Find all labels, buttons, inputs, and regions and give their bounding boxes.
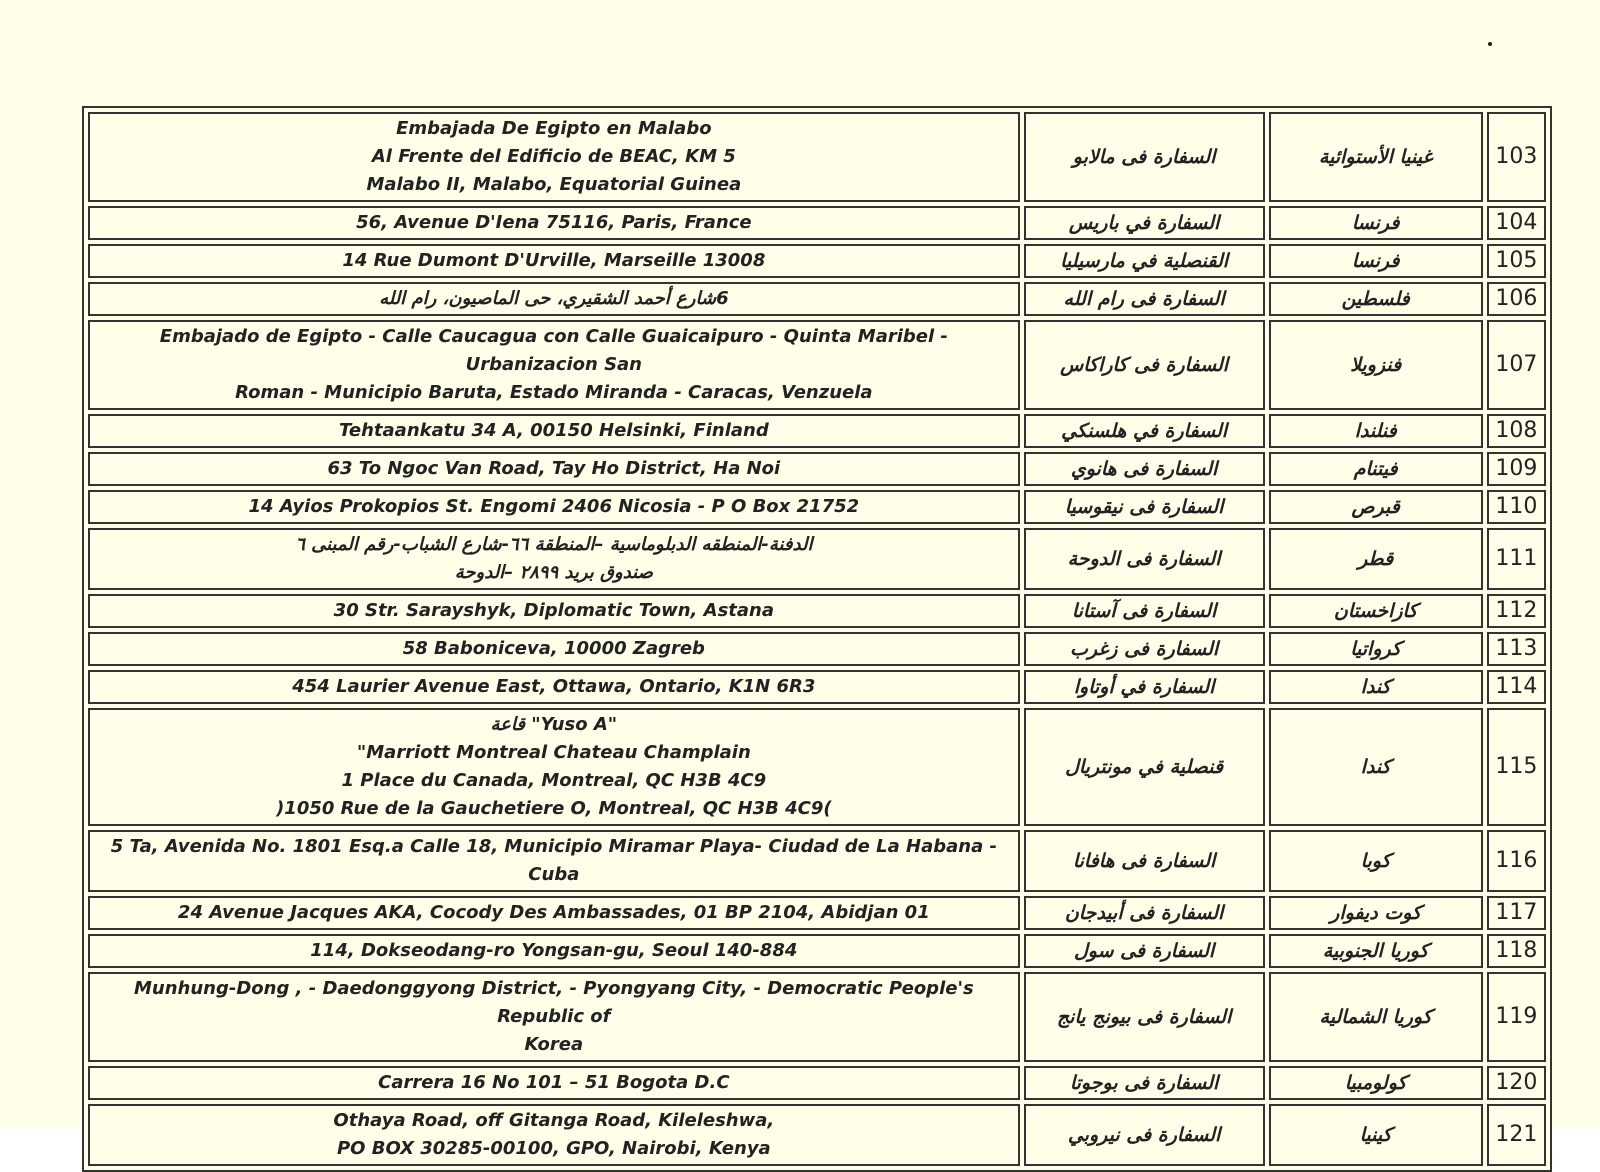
- address-line: Munhung-Dong , - Daedonggyong District, - Pyongyang City, - Democratic People's Republic of: [133, 978, 974, 1027]
- address-cell: [88, 244, 1020, 278]
- page-dot-top: [1488, 42, 1492, 46]
- mission-cell: السفارة في أوتاوا: [1024, 670, 1265, 704]
- address-line: )1050 Rue de la Gauchetiere O, Montreal, QC H3B 4C9(: [276, 798, 832, 819]
- table-row: [88, 896, 1546, 930]
- table-row: [88, 632, 1546, 666]
- country-cell: كندا: [1269, 670, 1483, 704]
- address-cell: [88, 972, 1020, 1062]
- address-cell: [88, 490, 1020, 524]
- row-number-cell: 113: [1487, 632, 1546, 666]
- address-cell: [88, 1066, 1020, 1100]
- address-line: Roman - Municipio Baruta, Estado Miranda - Caracas, Venzuela: [235, 382, 873, 403]
- address-line: Carrera 16 No 101 – 51 Bogota D.C: [378, 1072, 730, 1093]
- country-cell: فنزويلا: [1269, 320, 1483, 410]
- address-cell: [88, 896, 1020, 930]
- row-number-cell: 108: [1487, 414, 1546, 448]
- address-cell: [88, 206, 1020, 240]
- row-number-cell: 119: [1487, 972, 1546, 1062]
- country-cell: فرنسا: [1269, 244, 1483, 278]
- address-line: Embajado de Egipto - Calle Caucagua con Calle Guaicaipuro - Quinta Maribel - Urbanizacion San: [159, 326, 948, 375]
- embassy-table: [82, 106, 1552, 1172]
- row-number-cell: 114: [1487, 670, 1546, 704]
- mission-cell: السفارة فى آستانا: [1024, 594, 1265, 628]
- table-row: [88, 244, 1546, 278]
- mission-cell: القنصلية في مارسيليا: [1024, 244, 1265, 278]
- mission-cell: السفارة فى هانوي: [1024, 452, 1265, 486]
- address-cell: [88, 594, 1020, 628]
- address-line: "Marriott Montreal Chateau Champlain: [356, 742, 751, 763]
- address-cell: [88, 670, 1020, 704]
- mission-cell: السفارة فى كاراكاس: [1024, 320, 1265, 410]
- country-cell: فنلندا: [1269, 414, 1483, 448]
- mission-cell: السفارة فى أبيدجان: [1024, 896, 1265, 930]
- address-line: PO BOX 30285-00100, GPO, Nairobi, Kenya: [336, 1138, 771, 1159]
- country-cell: فلسطين: [1269, 282, 1483, 316]
- row-number-cell: 104: [1487, 206, 1546, 240]
- row-number-cell: 120: [1487, 1066, 1546, 1100]
- mission-cell: السفارة فى مالابو: [1024, 112, 1265, 202]
- address-line: 14 Ayios Prokopios St. Engomi 2406 Nicosia - P O Box 21752: [248, 496, 860, 517]
- mission-cell: السفارة فى بوجوتا: [1024, 1066, 1265, 1100]
- country-cell: قبرص: [1269, 490, 1483, 524]
- table-row: [88, 830, 1546, 892]
- mission-cell: السفارة فى بيونج يانج: [1024, 972, 1265, 1062]
- embassy-table-body: [88, 112, 1546, 1166]
- row-number-cell: 110: [1487, 490, 1546, 524]
- mission-cell: السفارة فى سول: [1024, 934, 1265, 968]
- table-row: [88, 206, 1546, 240]
- table-row: [88, 112, 1546, 202]
- table-row: [88, 594, 1546, 628]
- table-row: [88, 320, 1546, 410]
- country-cell: غينيا الأستوائية: [1269, 112, 1483, 202]
- country-cell: كوريا الجنوبية: [1269, 934, 1483, 968]
- address-cell: [88, 708, 1020, 826]
- table-row: [88, 972, 1546, 1062]
- country-cell: كوت ديفوار: [1269, 896, 1483, 930]
- table-row: [88, 1104, 1546, 1166]
- country-cell: كندا: [1269, 708, 1483, 826]
- row-number-cell: 118: [1487, 934, 1546, 968]
- address-cell: [88, 414, 1020, 448]
- address-line: 56, Avenue D'Iena 75116, Paris, France: [356, 212, 752, 233]
- mission-cell: السفارة فى الدوحة: [1024, 528, 1265, 590]
- mission-cell: السفارة فى هافانا: [1024, 830, 1265, 892]
- mission-cell: السفارة فى زغرب: [1024, 632, 1265, 666]
- address-line: Tehtaankatu 34 A, 00150 Helsinki, Finland: [338, 420, 769, 441]
- address-line: 58 Baboniceva, 10000 Zagreb: [402, 638, 705, 659]
- address-cell: [88, 934, 1020, 968]
- row-number-cell: 106: [1487, 282, 1546, 316]
- table-row: [88, 414, 1546, 448]
- address-line: Malabo II, Malabo, Equatorial Guinea: [366, 174, 742, 195]
- address-line: 454 Laurier Avenue East, Ottawa, Ontario, K1N 6R3: [292, 676, 816, 697]
- address-line: Embajada De Egipto en Malabo: [396, 118, 712, 139]
- country-cell: كرواتيا: [1269, 632, 1483, 666]
- table-row: [88, 670, 1546, 704]
- address-cell: [88, 112, 1020, 202]
- country-cell: كازاخستان: [1269, 594, 1483, 628]
- row-number-cell: 105: [1487, 244, 1546, 278]
- address-line: "Yuso A" قاعة: [490, 714, 618, 735]
- table-row: [88, 1066, 1546, 1100]
- mission-cell: السفارة فى نيروبي: [1024, 1104, 1265, 1166]
- address-line: الدفنة-المنطقه الدبلوماسية –المنطقة ٦٦-شارع الشباب-رقم المبنى ٦: [295, 534, 813, 555]
- mission-cell: السفارة في هلسنكي: [1024, 414, 1265, 448]
- address-line: 24 Avenue Jacques AKA, Cocody Des Ambassades, 01 BP 2104, Abidjan 01: [177, 902, 930, 923]
- address-line: صندوق بريد ٢٨٩٩ –الدوحة: [454, 562, 653, 583]
- row-number-cell: 109: [1487, 452, 1546, 486]
- address-line: 6شارع أحمد الشقيري، حى الماصيون، رام الله: [379, 288, 729, 309]
- address-line: Al Frente del Edificio de BEAC, KM 5: [371, 146, 736, 167]
- country-cell: فيتنام: [1269, 452, 1483, 486]
- country-cell: كولومبيا: [1269, 1066, 1483, 1100]
- row-number-cell: 107: [1487, 320, 1546, 410]
- address-line: 63 To Ngoc Van Road, Tay Ho District, Ha Noi: [327, 458, 781, 479]
- row-number-cell: 116: [1487, 830, 1546, 892]
- mission-cell: قنصلية في مونتريال: [1024, 708, 1265, 826]
- address-line: 30 Str. Sarayshyk, Diplomatic Town, Astana: [333, 600, 774, 621]
- row-number-cell: 103: [1487, 112, 1546, 202]
- row-number-cell: 121: [1487, 1104, 1546, 1166]
- address-cell: [88, 320, 1020, 410]
- mission-cell: السفارة فى نيقوسيا: [1024, 490, 1265, 524]
- address-line: 114, Dokseodang-ro Yongsan-gu, Seoul 140-884: [310, 940, 798, 961]
- address-cell: [88, 632, 1020, 666]
- country-cell: قطر: [1269, 528, 1483, 590]
- address-line: 1 Place du Canada, Montreal, QC H3B 4C9: [341, 770, 767, 791]
- table-row: [88, 934, 1546, 968]
- address-line: 14 Rue Dumont D'Urville, Marseille 13008: [342, 250, 766, 271]
- mission-cell: السفارة في باريس: [1024, 206, 1265, 240]
- country-cell: فرنسا: [1269, 206, 1483, 240]
- address-line: Korea: [524, 1034, 584, 1055]
- address-cell: [88, 282, 1020, 316]
- row-number-cell: 112: [1487, 594, 1546, 628]
- table-row: [88, 708, 1546, 826]
- country-cell: كوبا: [1269, 830, 1483, 892]
- address-cell: [88, 452, 1020, 486]
- table-row: [88, 490, 1546, 524]
- address-cell: [88, 528, 1020, 590]
- row-number-cell: 111: [1487, 528, 1546, 590]
- table-row: [88, 452, 1546, 486]
- country-cell: كوريا الشمالية: [1269, 972, 1483, 1062]
- mission-cell: السفارة فى رام الله: [1024, 282, 1265, 316]
- address-line: 5 Ta, Avenida No. 1801 Esq.a Calle 18, Municipio Miramar Playa- Ciudad de La Habana - Cuba: [110, 836, 997, 885]
- row-number-cell: 115: [1487, 708, 1546, 826]
- address-cell: [88, 830, 1020, 892]
- embassy-table-wrapper: [82, 106, 1552, 1172]
- table-row: [88, 528, 1546, 590]
- table-row: [88, 282, 1546, 316]
- row-number-cell: 117: [1487, 896, 1546, 930]
- address-cell: [88, 1104, 1020, 1166]
- address-line: Othaya Road, off Gitanga Road, Kileleshwa,: [333, 1110, 775, 1131]
- country-cell: كينيا: [1269, 1104, 1483, 1166]
